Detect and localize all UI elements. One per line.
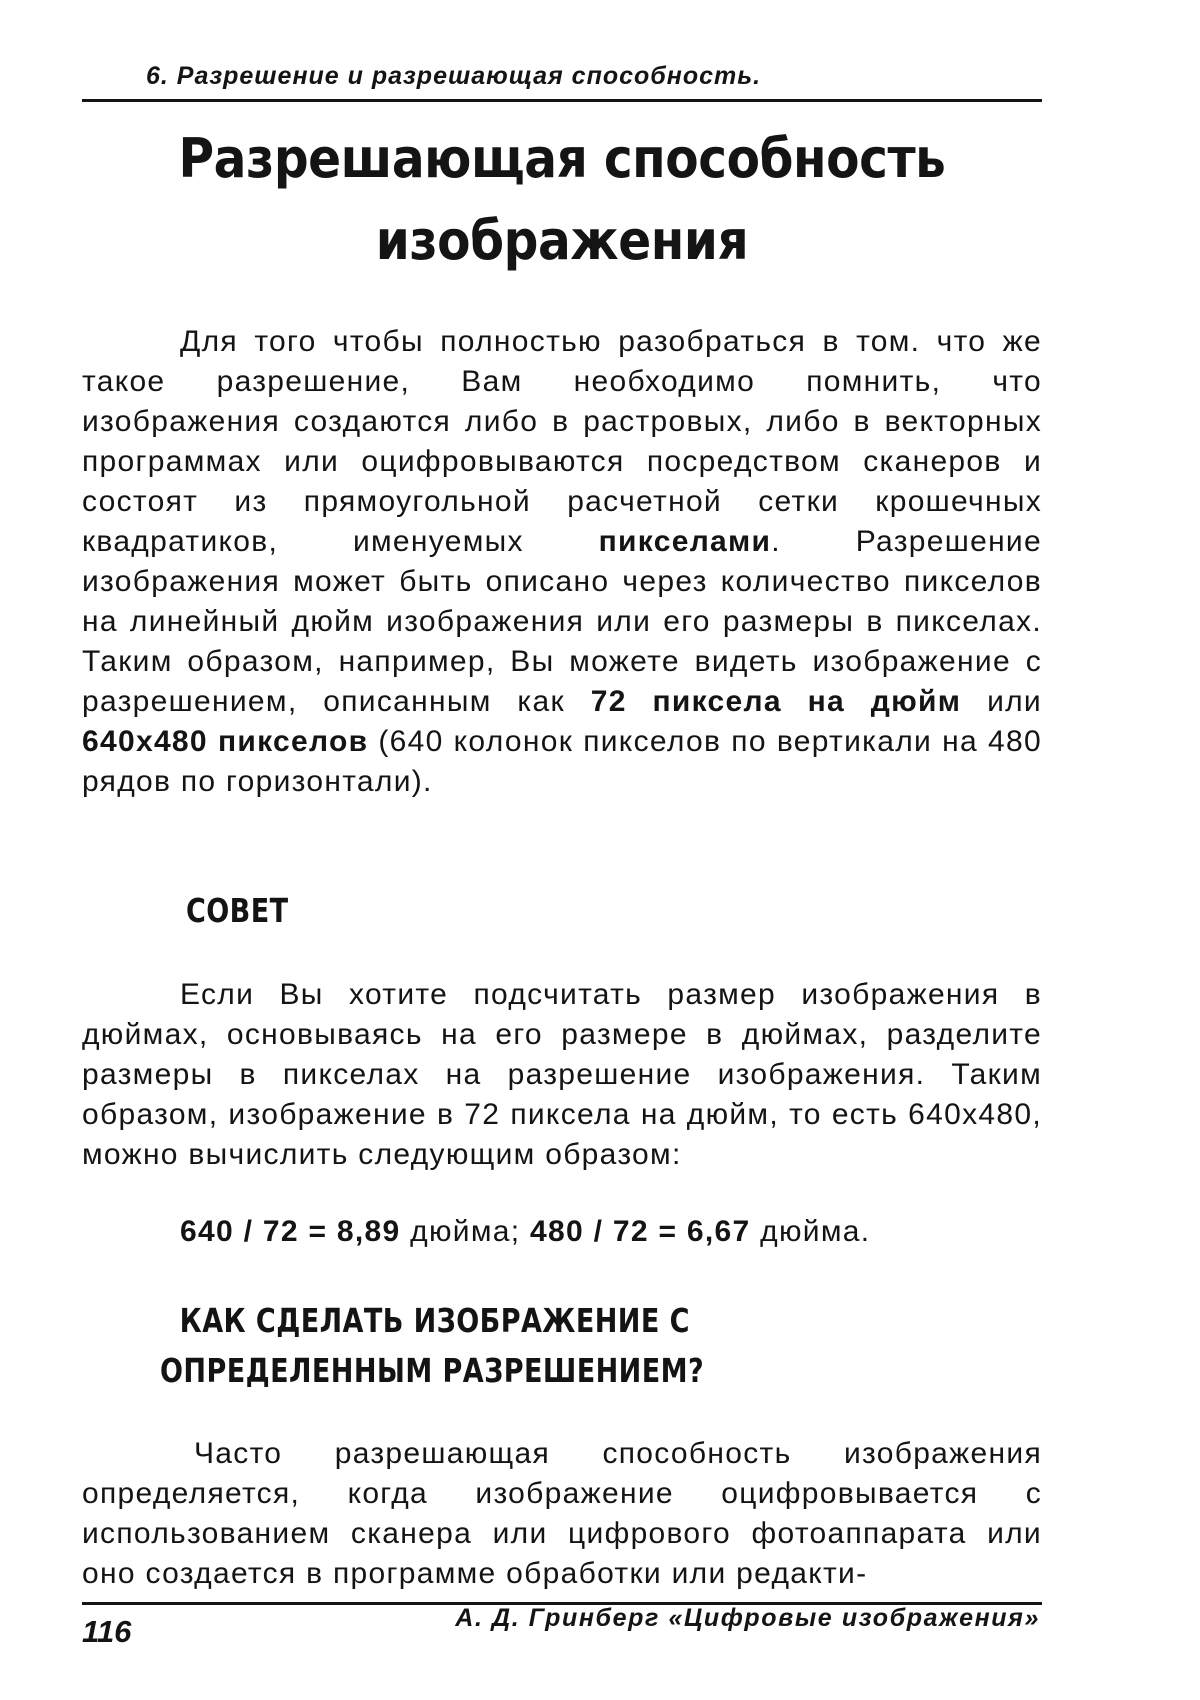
- page-title: [130, 118, 994, 282]
- running-foot: А. Д. Гринберг «Цифровые изображения»: [455, 1604, 1040, 1632]
- term-72-ppi: 72 пиксела на дюйм: [590, 685, 962, 718]
- formula: [180, 1215, 870, 1249]
- paragraph-tip: [82, 975, 1042, 1175]
- subhead-tip: СОВЕТ: [186, 891, 289, 930]
- paragraph-resolution-text: Часто разрешающая способность изображения определяется, когда изображение оцифровывается с использованием сканера или цифрового фотоаппарата или оно создается в программе обработки или редакти-: [82, 1437, 1042, 1590]
- term-640x480: 640x480 пикселов: [82, 725, 369, 758]
- page-number: 116: [82, 1614, 132, 1649]
- term-pixels: пикселами: [598, 525, 772, 558]
- formula-unit-1: дюйма;: [400, 1215, 530, 1248]
- paragraph-resolution: [82, 1434, 1042, 1594]
- subhead-how-to-line-1: КАК СДЕЛАТЬ ИЗОБРАЖЕНИЕ С: [179, 1301, 690, 1340]
- paragraph-tip-text: Если Вы хотите подсчитать размер изображения в дюймах, основываясь на его размере в дюймах, разделите размеры в пикселах на разрешение изображения. Таким образом, изображение в 72 пиксела на дюйм, то есть 640x480, можно вычислить следующим образом:: [82, 978, 1042, 1171]
- formula-width: 640 / 72 = 8,89: [180, 1215, 401, 1248]
- page-title-line-2: изображения: [375, 209, 749, 272]
- header-rule: [82, 99, 1042, 102]
- paragraph-intro: [82, 322, 1042, 802]
- subhead-how-to: [160, 1296, 704, 1396]
- formula-unit-2: дюйма.: [750, 1215, 871, 1248]
- paragraph-intro-text-4: (640 колонок пикселов по вертикали на 480 рядов по горизонтали).: [82, 725, 1042, 798]
- formula-height: 480 / 72 = 6,67: [530, 1215, 751, 1248]
- paragraph-intro-text-2: . Разрешение изображения может быть описано через количество пикселов на линейный дюйм изображения или его размеры в пикселах. Таким образом, например, Вы можете видеть изображение с разрешением, описанным как: [82, 525, 1042, 718]
- subhead-how-to-line-2: ОПРЕДЕЛЕННЫМ РАЗРЕШЕНИЕМ?: [160, 1351, 705, 1390]
- page-title-line-1: Разрешающая способность: [178, 127, 946, 190]
- running-head: 6. Разрешение и разрешающая способность.: [146, 62, 762, 90]
- paragraph-intro-text-3: или: [961, 685, 1042, 718]
- paragraph-intro-text-1: Для того чтобы полностью разобраться в том. что же такое разрешение, Вам необходимо помнить, что изображения создаются либо в растровых, либо в векторных программах или оцифровываются посредством сканеров и состоят из прямоугольной расчетной сетки крошечных квадратиков, именуемых: [82, 325, 1042, 558]
